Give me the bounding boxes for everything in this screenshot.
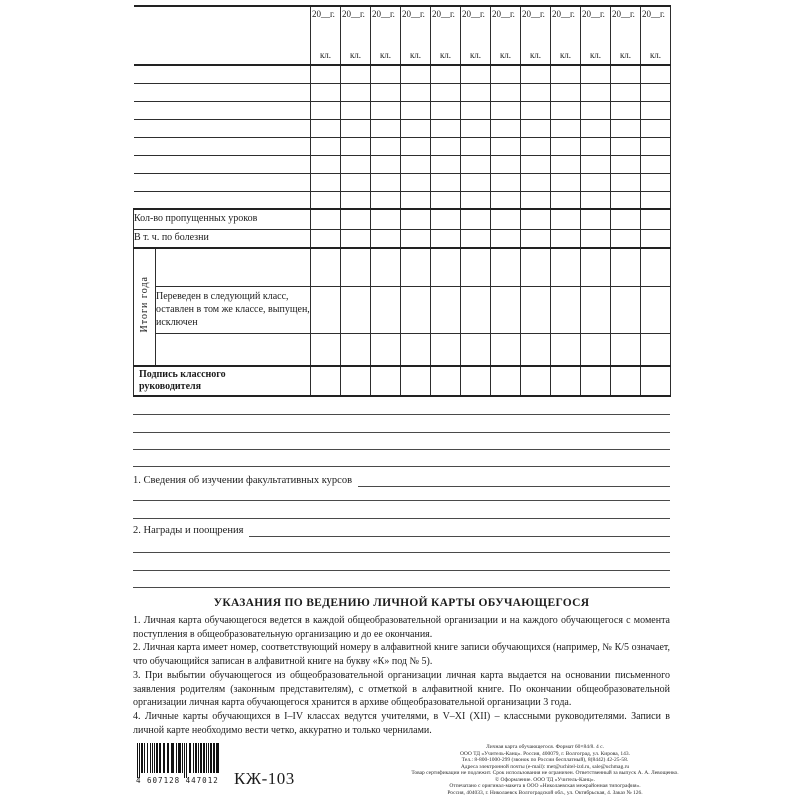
grid-cell [551,191,581,209]
grid-cell [371,248,401,286]
year-label: 20__г. [612,9,635,19]
instruction-paragraph: 4. Личные карты обучающихся в I–IV классах ведутся учителями, в V–XI (XII) – классными руководителями. Записи в личной карте необходимо вести четко, аккуратно и только чернилами. [133,710,670,736]
grid-cell [641,173,671,191]
grid-cell [311,248,341,286]
grid-cell [311,209,341,229]
class-label: кл. [469,50,482,60]
grid-cell [341,229,371,248]
subject-name-cell [134,155,311,173]
year-results-vertical-cell [134,248,156,366]
grid-cell [431,137,461,155]
class-label: кл. [439,50,452,60]
grid-cell [431,65,461,83]
subject-row [134,119,671,137]
class-label: кл. [379,50,392,60]
progress-table [133,5,671,397]
grid-cell [611,209,641,229]
subject-name-cell [134,119,311,137]
grid-cell [341,248,371,286]
grid-cell [521,83,551,101]
grid-cell [401,209,431,229]
grid-cell [431,83,461,101]
year-column-header [431,6,461,65]
write-in-line [358,486,670,487]
imprint-line: Тел.: 8-800-1000-299 (звонок по России бесплатный), 8(8442) 42-25-58. [461,757,629,763]
grid-cell [641,248,671,286]
due-to-illness-row [134,229,671,248]
grid-cell [581,137,611,155]
grid-cell [461,119,491,137]
grid-cell [311,173,341,191]
grid-cell [641,333,671,366]
grid-cell [521,65,551,83]
grid-cell [311,155,341,173]
grid-cell [341,209,371,229]
grid-cell [641,286,671,333]
grid-cell [581,101,611,119]
grid-cell [521,155,551,173]
form-code: КЖ-103 [234,769,295,788]
year-label: 20__г. [492,9,515,19]
write-in-line [133,466,670,467]
grid-cell [581,366,611,396]
grid-cell [371,101,401,119]
grid-cell [521,248,551,286]
grid-cell [641,119,671,137]
year-label: 20__г. [432,9,455,19]
header-empty-label-cell [134,6,311,65]
grid-cell [341,191,371,209]
grid-cell [581,155,611,173]
grid-cell [401,366,431,396]
grid-cell [371,65,401,83]
year-results-empty-cell [156,248,311,286]
write-in-line [133,552,670,553]
grid-cell [401,101,431,119]
grid-cell [461,209,491,229]
grid-cell [611,101,641,119]
write-in-line [133,570,670,571]
year-label: 20__г. [372,9,395,19]
grid-cell [431,209,461,229]
imprint-line: Отпечатано с оригинал-макета в ООО «Николаевская межрайонная типография». [449,783,641,789]
grid-cell [551,119,581,137]
grid-cell [431,155,461,173]
barcode-digits: 4 607128 447012 [136,776,219,785]
grid-cell [611,65,641,83]
grid-cell [551,248,581,286]
grid-cell [641,101,671,119]
instruction-paragraph: 1. Личная карта обучающегося ведется в каждой общеобразовательной организации и на каждого обучающегося с момента поступления в общеобразовательную организацию и до ее окончания. [133,615,670,640]
year-column-header [491,6,521,65]
class-label: кл. [499,50,512,60]
grid-cell [371,119,401,137]
grid-cell [371,137,401,155]
imprint-line: Товар сертификации не подлежит. Срок использования не ограничен. Ответственный за выпуск А. А. Левощенко. [411,770,679,776]
instructions-section [133,597,670,737]
grid-cell [551,173,581,191]
grid-cell [641,209,671,229]
year-label: 20__г. [312,9,335,19]
grid-cell [581,191,611,209]
electives-section [133,470,670,487]
grid-cell [521,137,551,155]
grid-cell [401,286,431,333]
year-column-header [641,6,671,65]
subject-row [134,65,671,83]
grid-cell [461,191,491,209]
grid-cell [491,366,521,396]
year-column-header [521,6,551,65]
grid-cell [431,191,461,209]
grid-cell [461,101,491,119]
grid-cell [491,119,521,137]
grid-cell [551,137,581,155]
grid-cell [401,137,431,155]
grid-cell [521,209,551,229]
imprint-line: Адреса электронной почты (e-mail): met@uchitel-izd.ru, sale@uchmag.ru [460,763,630,770]
grid-cell [341,333,371,366]
grid-cell [581,119,611,137]
grid-cell [611,248,641,286]
grid-cell [311,333,341,366]
grid-cell [431,173,461,191]
grid-cell [491,155,521,173]
grid-cell [311,286,341,333]
grid-cell [371,209,401,229]
year-label: 20__г. [402,9,425,19]
grid-cell [341,101,371,119]
grid-cell [551,286,581,333]
grid-cell [491,286,521,333]
year-results-empty-cell [156,333,311,366]
grid-cell [461,333,491,366]
year-label: 20__г. [582,9,605,19]
subject-name-cell [134,101,311,119]
grid-cell [581,229,611,248]
grid-cell [401,83,431,101]
grid-cell [641,137,671,155]
grid-cell [491,65,521,83]
imprint-line: © Оформление. ООО ТД «Учитель-Канц». [494,776,595,783]
grid-cell [611,229,641,248]
grid-cell [431,333,461,366]
electives-label: 1. Сведения об изучении факультативных курсов [133,475,353,486]
grid-cell [641,229,671,248]
class-label: кл. [559,50,572,60]
grid-cell [521,366,551,396]
year-label: 20__г. [462,9,485,19]
grid-cell [551,155,581,173]
grid-cell [341,65,371,83]
grid-cell [611,155,641,173]
year-label: 20__г. [342,9,365,19]
grid-cell [611,119,641,137]
subject-row [134,173,671,191]
grid-cell [521,286,551,333]
write-in-line [133,449,670,450]
barcode [136,743,228,785]
subject-row [134,155,671,173]
grid-cell [581,173,611,191]
subject-name-cell [134,137,311,155]
grid-cell [371,155,401,173]
grid-cell [581,209,611,229]
grid-cell [611,366,641,396]
year-column-header [551,6,581,65]
barcode-bars [136,743,220,778]
grid-cell [491,248,521,286]
grid-cell [341,137,371,155]
grid-cell [311,65,341,83]
teacher-signature-cell [134,366,311,396]
grid-cell [551,229,581,248]
grid-cell [311,137,341,155]
grid-cell [641,366,671,396]
grid-cell [431,248,461,286]
grid-cell [371,286,401,333]
grid-cell [311,83,341,101]
publisher-imprint [370,744,720,796]
grid-cell [551,83,581,101]
class-label: кл. [349,50,362,60]
year-column-header [611,6,641,65]
grid-cell [341,155,371,173]
grid-cell [371,191,401,209]
write-in-line [133,500,670,501]
grid-cell [431,229,461,248]
grid-cell [371,366,401,396]
grid-cell [401,119,431,137]
missed-lessons-row [134,209,671,229]
instructions-title: УКАЗАНИЯ ПО ВЕДЕНИЮ ЛИЧНОЙ КАРТЫ ОБУЧАЮЩЕГОСЯ [213,597,590,609]
grid-cell [521,173,551,191]
due-to-illness-label: В т. ч. по болезни [134,229,311,248]
grid-cell [401,173,431,191]
grid-cell [581,65,611,83]
grid-cell [551,333,581,366]
write-in-line [133,587,670,588]
year-label: 20__г. [552,9,575,19]
grid-cell [341,366,371,396]
subject-row [134,191,671,209]
grid-cell [611,173,641,191]
awards-label: 2. Награды и поощрения [133,525,244,536]
grid-cell [611,333,641,366]
grid-cell [611,137,641,155]
grid-cell [341,286,371,333]
instruction-paragraph: 3. При выбытии обучающегося из общеобразовательной организации личная карта выдается на основании письменного заявления родителям (законным представителям), с отметкой в алфавитной книге. По окончании общеобразовательной организации личная карта обучающегося хранится в архиве общеобразовательной организации 3 года. [133,669,670,709]
grid-cell [461,366,491,396]
imprint-line: Россия, 404033, г. Николаевск Волгоградской обл., ул. Октябрьская, 4. Заказ № 126. [447,789,643,796]
promotion-status-row [134,286,671,333]
year-column-header [341,6,371,65]
grid-cell [401,248,431,286]
grid-cell [641,83,671,101]
grid-cell [461,229,491,248]
grid-cell [311,229,341,248]
year-label: 20__г. [522,9,545,19]
grid-cell [341,119,371,137]
year-column-header [461,6,491,65]
year-results-row [134,333,671,366]
grid-cell [581,248,611,286]
grid-cell [521,101,551,119]
promotion-status-label: Переведен в следующий класс, оставлен в том же классе, выпущен, исключен [156,286,311,333]
year-column-header [311,6,341,65]
grid-cell [401,333,431,366]
grid-cell [371,173,401,191]
class-label: кл. [529,50,542,60]
year-results-row [134,248,671,286]
grid-cell [431,286,461,333]
subject-row [134,83,671,101]
grid-cell [611,191,641,209]
class-label: кл. [619,50,632,60]
grid-cell [401,155,431,173]
grid-cell [581,286,611,333]
class-label: кл. [589,50,602,60]
grid-cell [521,333,551,366]
subject-name-cell [134,83,311,101]
year-results-label: Итоги года [139,276,150,333]
grid-cell [491,333,521,366]
write-in-line [133,518,670,519]
grid-cell [491,137,521,155]
subject-row [134,101,671,119]
grid-cell [491,83,521,101]
missed-lessons-label: Кол-во пропущенных уроков [134,209,311,229]
grid-cell [551,101,581,119]
grid-cell [551,65,581,83]
grid-cell [371,333,401,366]
grid-cell [311,119,341,137]
grid-cell [431,119,461,137]
grid-cell [641,155,671,173]
grid-cell [371,229,401,248]
imprint-line: ООО ТД «Учитель-Канц». Россия, 400079, г. Волгоград, ул. Кирова, 143. [459,750,631,757]
grid-cell [371,83,401,101]
subject-name-cell [134,65,311,83]
teacher-signature-row [134,366,671,396]
write-in-line [133,414,670,415]
grid-cell [461,137,491,155]
grid-cell [581,333,611,366]
grid-cell [461,155,491,173]
imprint-line: Личная карта обучающегося. Формат 60×84/8. 4 с. [486,744,604,750]
grid-cell [401,191,431,209]
grid-cell [521,229,551,248]
grid-cell [401,229,431,248]
awards-section [133,520,670,537]
grid-cell [491,101,521,119]
grid-cell [431,366,461,396]
grid-cell [311,101,341,119]
write-in-line [133,432,670,433]
grid-cell [311,366,341,396]
grid-cell [521,191,551,209]
class-label: кл. [409,50,422,60]
subject-name-cell [134,191,311,209]
year-label: 20__г. [642,9,665,19]
grid-cell [521,119,551,137]
grid-cell [431,101,461,119]
write-in-line [249,536,670,537]
grid-cell [551,366,581,396]
teacher-signature-label: Подпись классного руководителя [139,369,226,392]
year-column-header [401,6,431,65]
grid-cell [641,65,671,83]
year-column-header [371,6,401,65]
grid-cell [491,229,521,248]
grid-cell [341,83,371,101]
grid-cell [461,248,491,286]
instruction-paragraph: 2. Личная карта имеет номер, соответствующий номеру в алфавитной книге записи обучающихся (например, № К/5 означает, что обучающийся записан в алфавитной книге на букву «К» под № 5). [133,642,670,668]
grid-cell [641,191,671,209]
grid-cell [461,65,491,83]
subject-name-cell [134,173,311,191]
grid-cell [341,173,371,191]
table-header-row [134,6,671,65]
class-label: кл. [649,50,662,60]
grid-cell [461,286,491,333]
subject-row [134,137,671,155]
year-column-header [581,6,611,65]
class-label: кл. [319,50,332,60]
grid-cell [491,191,521,209]
grid-cell [581,83,611,101]
grid-cell [401,65,431,83]
grid-cell [491,209,521,229]
grid-cell [551,209,581,229]
grid-cell [461,83,491,101]
grid-cell [611,286,641,333]
grid-cell [461,173,491,191]
grid-cell [491,173,521,191]
grid-cell [311,191,341,209]
grid-cell [611,83,641,101]
